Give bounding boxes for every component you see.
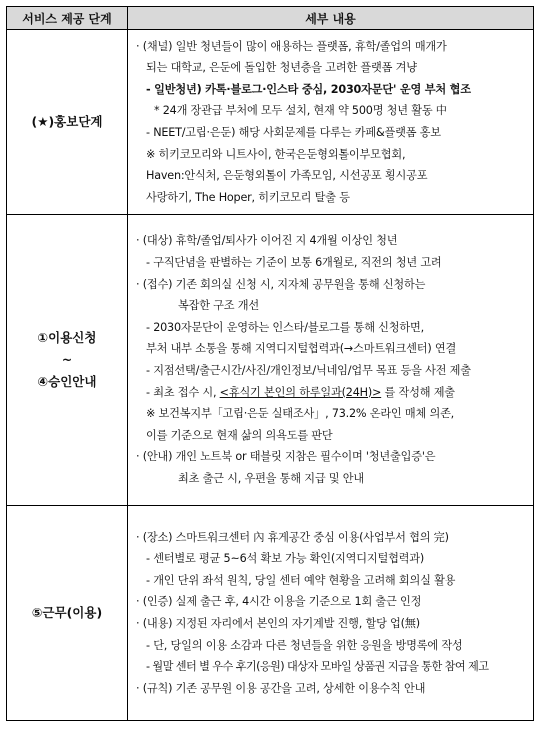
- detail-line: - 지점선택/출근시간/사진/개인정보/닉네임/업무 목표 등을 사전 제출: [146, 364, 471, 377]
- stage-cell-promotion: [7, 30, 128, 215]
- detail-line: 이를 기준으로 현재 삶의 의욕도를 판단: [146, 428, 333, 442]
- detail-line: [136, 382, 527, 404]
- stage-cell-application: [7, 215, 128, 506]
- detail-line: - 월말 센터 별 우수 후기(응원) 대상자 모바일 상품권 지급을 통한 참여 제고: [146, 660, 489, 674]
- detail-line: 부처 내부 소통을 통해 지역디지털협력과(→스마트워크센터) 연결: [146, 342, 457, 356]
- stage-cell-work: [7, 506, 128, 721]
- detail-line: Haven:안식처, 은둔형외톨이 가족모임, 시선공포 횡시공포: [146, 169, 428, 183]
- detail-line: - 일반청년) 카톡·블로그·인스타 중심, 2030자문단' 운영 부처 협조: [146, 82, 471, 96]
- detail-line: 최초 출근 시, 우편을 통해 지급 및 안내: [178, 471, 364, 485]
- table-row-work: [7, 506, 534, 721]
- service-stage-table-wrapper: [6, 6, 533, 721]
- detail-line: - 단, 당일의 이용 소감과 다른 청년들을 위한 응원을 방명록에 작성: [146, 638, 463, 652]
- detail-cell-application: [128, 215, 534, 506]
- detail-line: - 개인 단위 좌석 원칙, 당일 센터 예약 현황을 고려해 회의실 활용: [146, 573, 456, 587]
- table-header-row: [7, 7, 534, 30]
- stage-label-application-start: ①이용신청: [37, 330, 97, 345]
- stage-label-promotion: (★)홍보단계: [31, 114, 103, 129]
- stage-label-work: ⑤근무(이용): [31, 605, 103, 620]
- detail-line: - 센터별로 평균 5~6석 확보 가능 확인(지역디지털협력과): [146, 552, 425, 566]
- header-detail-content: 세부 내용: [128, 7, 534, 30]
- detail-line: · (내용) 지정된 자리에서 본인의 자기계발 진행, 할당 업(無): [136, 617, 420, 630]
- detail-line: · (장소) 스마트워크센터 內 휴게공간 중심 이용(사업부서 협의 完): [136, 530, 449, 544]
- daily-routine-form-title: <휴식기 본인의 하루일과(24H)>: [219, 385, 382, 399]
- table-row-promotion: [7, 30, 534, 215]
- detail-line: 복잡한 구조 개선: [178, 299, 259, 313]
- detail-line: · (규칙) 기존 공무원 이용 공간을 고려, 상세한 이용수칙 안내: [136, 681, 426, 695]
- detail-line: - 구직단념을 판별하는 기준이 보통 6개월로, 직전의 청년 고려: [146, 256, 442, 270]
- detail-line: · (안내) 개인 노트북 or 태블릿 지참은 필수이며 '청년출입증'은: [136, 450, 436, 464]
- stage-label-approval-notice: ④승인안내: [37, 374, 97, 389]
- detail-cell-promotion: [128, 30, 534, 215]
- detail-line: - NEET/고립·은둔) 해당 사회문제를 다루는 카페&플랫폼 홍보: [146, 126, 441, 139]
- detail-line: - 2030자문단이 운영하는 인스타/블로그를 통해 신청하면,: [146, 320, 424, 334]
- table-row-application: [7, 215, 534, 506]
- detail-line: · (접수) 기존 회의실 신청 시, 지자체 공무원을 통해 신청하는: [136, 277, 426, 291]
- detail-cell-work: [128, 506, 534, 721]
- detail-line: 되는 대학교, 은둔에 돌입한 청년층을 고려한 플랫폼 겨냥: [146, 61, 417, 75]
- detail-line: ※ 보건복지부「고립·은둔 실태조사」, 73.2% 온라인 매체 의존,: [146, 407, 455, 421]
- detail-line: · (인증) 실제 출근 후, 4시간 이용을 기준으로 1회 출근 인정: [136, 595, 422, 609]
- stage-label-tilde: ~: [61, 352, 73, 367]
- detail-line: ※ 히키코모리와 니트사이, 한국은둔형외톨이부모협회,: [146, 147, 406, 161]
- detail-line: · (대상) 휴학/졸업/퇴사가 이어진 지 4개월 이상인 청년: [136, 234, 398, 248]
- detail-line: · (채널) 일반 청년들이 많이 애용하는 플랫폼, 휴학/졸업의 매개가: [136, 39, 447, 53]
- detail-line: 사랑하기, The Hoper, 히키코모리 탈출 등: [146, 190, 350, 204]
- detail-text: - 최초 접수 시,: [146, 385, 217, 399]
- detail-line: * 24개 장관급 부처에 모두 설치, 현재 약 500명 청년 활동 中: [154, 104, 447, 118]
- detail-text: 를 작성해 제출: [384, 385, 455, 399]
- service-stage-table: [6, 6, 534, 721]
- header-service-stage: 서비스 제공 단계: [7, 7, 128, 30]
